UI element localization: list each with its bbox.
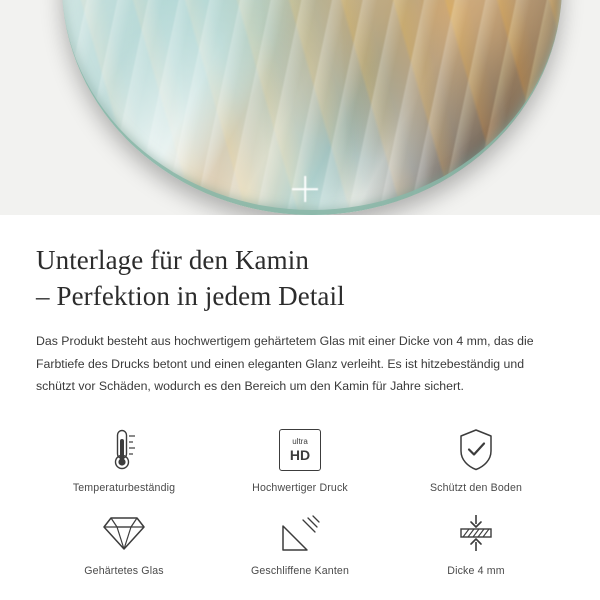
thermometer-icon (102, 427, 146, 473)
feature-grid (36, 427, 564, 577)
glass-disc-image (62, 0, 562, 215)
thickness-arrows-icon (454, 510, 498, 556)
feature-label: Geschliffene Kanten (250, 565, 350, 578)
page-title-line-2: – Perfektion in jedem Detail (36, 280, 345, 311)
description-paragraph: Das Produkt besteht aus hochwertigem gehärtetem Glas mit einer Dicke von 4 mm, das die Farbtiefe des Drucks betont und einen eleganten Glanz verleiht. Es ist hitzebeständig und schützt vor Schäden, wodurch es den Bereich um den Kamin für Jahre sichert. (36, 334, 534, 393)
feature-label: Schützt den Boden (429, 482, 523, 495)
ultra-hd-icon (279, 427, 321, 473)
feature-item (388, 427, 564, 494)
ultra-hd-badge-bottom: HD (289, 447, 311, 464)
hero-image (0, 0, 600, 215)
feature-item (36, 510, 212, 577)
polished-edges-icon (279, 510, 321, 556)
content-section (0, 215, 600, 577)
ultra-hd-badge-top: ultra (292, 437, 308, 447)
diamond-icon (101, 510, 147, 556)
shield-check-icon (456, 427, 496, 473)
feature-item (36, 427, 212, 494)
page-title-line-1: Unterlage für den Kamin (36, 245, 309, 275)
feature-label: Dicke 4 mm (447, 565, 505, 578)
feature-item (388, 510, 564, 577)
feature-item (212, 510, 388, 577)
feature-label: Hochwertiger Druck (252, 482, 348, 495)
page-title (36, 243, 564, 314)
feature-label: Temperaturbeständig (72, 482, 176, 495)
feature-item (212, 427, 388, 494)
feature-label: Gehärtetes Glas (84, 565, 164, 578)
